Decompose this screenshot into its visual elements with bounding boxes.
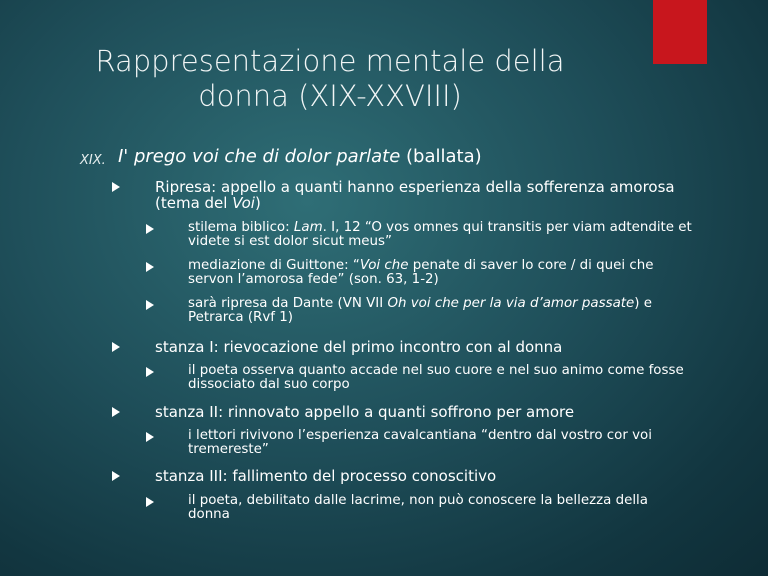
dante-text: sarà ripresa da Dante (VN VII bbox=[188, 296, 388, 311]
list-item-stanza-2: stanza II: rinnovato appello a quanti soffrono per amore bbox=[155, 403, 575, 421]
dante-italic: Oh voi che per la via d’amor passate bbox=[387, 296, 635, 311]
triangle-right-icon bbox=[112, 407, 120, 417]
triangle-right-icon bbox=[146, 367, 154, 377]
guittone-rest: penate di saver lo core / di quei che bbox=[408, 258, 654, 273]
list-item-stanza-2-sub bbox=[188, 429, 748, 457]
stilema-text: stilema biblico: bbox=[188, 220, 294, 235]
guittone-line-1 bbox=[188, 259, 748, 273]
triangle-right-icon bbox=[112, 182, 120, 192]
heading-title-italic: I' prego voi che di dolor parlate bbox=[118, 146, 401, 167]
ripresa-italic: Voi bbox=[232, 194, 255, 212]
stilema-line-2: videte si est dolor sicut meus” bbox=[188, 234, 392, 249]
ripresa-line-1: Ripresa: appello a quanti hanno esperienza della sofferenza amorosa bbox=[155, 178, 675, 196]
triangle-right-icon bbox=[112, 471, 120, 481]
title-line-1: Rappresentazione mentale della bbox=[95, 44, 565, 78]
triangle-right-icon bbox=[112, 342, 120, 352]
heading-item bbox=[118, 146, 482, 167]
dante-rest: ) e bbox=[634, 296, 653, 311]
triangle-right-icon bbox=[146, 432, 154, 442]
guittone-line-2: servon l’amorosa fede” (son. 63, 1-2) bbox=[188, 272, 439, 287]
triangle-right-icon bbox=[146, 300, 154, 310]
list-item-dante bbox=[188, 297, 748, 325]
guittone-italic: Voi che bbox=[359, 258, 409, 273]
stanza-3-sub-line-1: il poeta, debilitato dalle lacrime, non può conoscere la bellezza della bbox=[188, 493, 648, 508]
stanza-1-sub-line-2: dissociato dal suo corpo bbox=[188, 377, 350, 392]
list-item-stilema bbox=[188, 221, 748, 249]
title-line-2: donna (XIX-XXVIII) bbox=[198, 79, 462, 113]
ripresa-text: (tema del bbox=[155, 194, 233, 212]
list-item-stanza-3: stanza III: fallimento del processo conoscitivo bbox=[155, 467, 497, 485]
stanza-3-sub-line-2: donna bbox=[188, 507, 230, 522]
ripresa-line-2 bbox=[155, 195, 675, 211]
list-item-stanza-1-sub bbox=[188, 364, 748, 392]
stanza-2-sub-line-2: tremereste” bbox=[188, 442, 269, 457]
dante-line-2: Petrarca (Rvf 1) bbox=[188, 310, 293, 325]
list-item-ripresa bbox=[155, 179, 675, 211]
guittone-text: mediazione di Guittone: “ bbox=[188, 258, 360, 273]
triangle-right-icon bbox=[146, 497, 154, 507]
triangle-right-icon bbox=[146, 224, 154, 234]
list-item-stanza-1: stanza I: rievocazione del primo incontro con al donna bbox=[155, 338, 563, 356]
dante-line-1 bbox=[188, 297, 748, 311]
stilema-rest: . I, 12 “O vos omnes qui transitis per viam adtendite et bbox=[322, 220, 692, 235]
stanza-1-sub-line-1: il poeta osserva quanto accade nel suo cuore e nel suo animo come fosse bbox=[188, 363, 684, 378]
stanza-2-sub-line-1: i lettori rivivono l’esperienza cavalcantiana “dentro dal vostro cor voi bbox=[188, 428, 652, 443]
stilema-italic: Lam bbox=[293, 220, 323, 235]
red-accent-tab bbox=[653, 0, 707, 64]
list-item-stanza-3-sub bbox=[188, 494, 748, 522]
list-numeral: XIX. bbox=[80, 153, 106, 168]
stilema-line-1 bbox=[188, 221, 748, 235]
list-item-guittone bbox=[188, 259, 748, 287]
slide-title bbox=[60, 44, 600, 114]
heading-suffix: (ballata) bbox=[400, 146, 482, 167]
triangle-right-icon bbox=[146, 262, 154, 272]
ripresa-end: ) bbox=[254, 194, 261, 212]
